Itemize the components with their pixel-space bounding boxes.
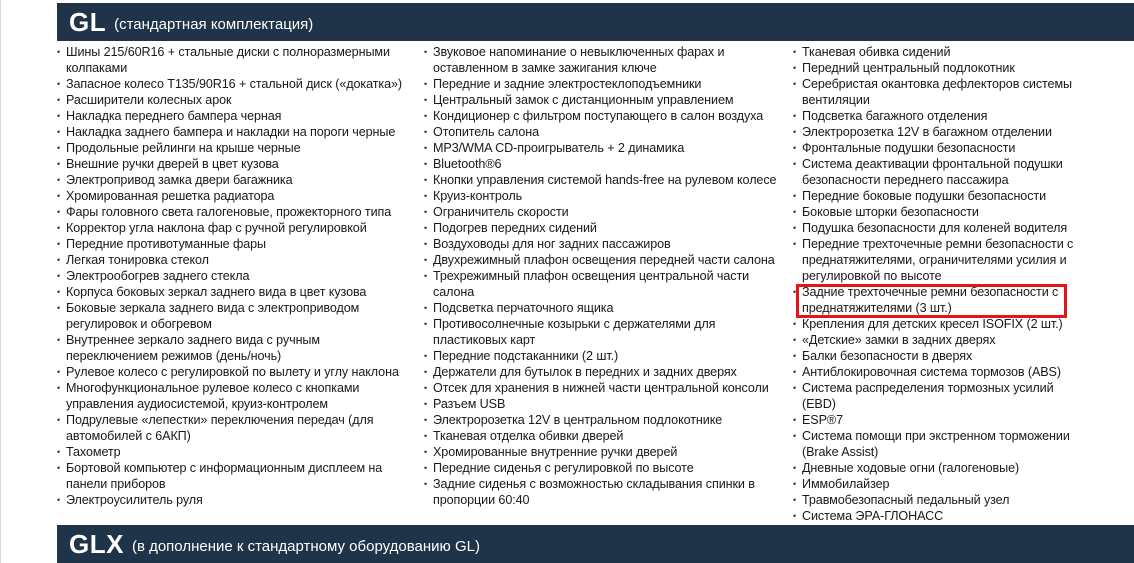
equipment-item: • Подушка безопасности для коленей водителя: [793, 220, 1083, 236]
equipment-item: • Bluetooth®6: [424, 156, 784, 172]
equipment-item: • Воздуховоды для ног задних пассажиров: [424, 236, 784, 252]
equipment-item: • Корректор угла наклона фар с ручной регулировкой: [57, 220, 407, 236]
equipment-item: • Тканевая обивка сидений: [793, 44, 1083, 60]
equipment-item: • Передние подстаканники (2 шт.): [424, 348, 784, 364]
equipment-item: • Запасное колесо T135/90R16 + стальной диск («докатка»): [57, 76, 407, 92]
equipment-item: • Фронтальные подушки безопасности: [793, 140, 1083, 156]
equipment-column-1: [57, 44, 407, 508]
equipment-item: • Подсветка багажного отделения: [793, 108, 1083, 124]
equipment-item: • Держатели для бутылок в передних и задних дверях: [424, 364, 784, 380]
equipment-item: • Электророзетка 12V в багажном отделении: [793, 124, 1083, 140]
gl-header: [57, 3, 1134, 41]
equipment-item: • Боковые зеркала заднего вида с электроприводом регулировок и обогревом: [57, 300, 407, 332]
equipment-item: • Кнопки управления системой hands-free на рулевом колесе: [424, 172, 784, 188]
equipment-item: • Система распределения тормозных усилий (EBD): [793, 380, 1083, 412]
equipment-item: • Центральный замок с дистанционным управлением: [424, 92, 784, 108]
equipment-item: • «Детские» замки в задних дверях: [793, 332, 1083, 348]
gl-trim-code: GL: [69, 6, 107, 37]
equipment-item: • Противосолнечные козырьки с держателями для пластиковых карт: [424, 316, 784, 348]
equipment-item: • Накладка заднего бампера и накладки на пороги черные: [57, 124, 407, 140]
equipment-item: • Передний центральный подлокотник: [793, 60, 1083, 76]
equipment-item: • Накладка переднего бампера черная: [57, 108, 407, 124]
equipment-item: • Электропривод замка двери багажника: [57, 172, 407, 188]
equipment-item: • Кондиционер с фильтром поступающего в салон воздуха: [424, 108, 784, 124]
equipment-item: • Двухрежимный плафон освещения передней части салона: [424, 252, 784, 268]
equipment-item: • Рулевое колесо с регулировкой по вылету и углу наклона: [57, 364, 407, 380]
equipment-item: • Корпуса боковых зеркал заднего вида в цвет кузова: [57, 284, 407, 300]
equipment-item: • Отсек для хранения в нижней части центральной консоли: [424, 380, 784, 396]
equipment-item: • Тканевая отделка обивки дверей: [424, 428, 784, 444]
equipment-item: • Многофункциональное рулевое колесо с кнопками управления аудиосистемой, круиз-контролем: [57, 380, 407, 412]
equipment-item: • Дневные ходовые огни (галогеновые): [793, 460, 1083, 476]
equipment-item: • Серебристая окантовка дефлекторов системы вентиляции: [793, 76, 1083, 108]
equipment-item: • Шины 215/60R16 + стальные диски с полноразмерными колпаками: [57, 44, 407, 76]
equipment-item: • Крепления для детских кресел ISOFIX (2 шт.): [793, 316, 1083, 332]
equipment-item: • Хромированные внутренние ручки дверей: [424, 444, 784, 460]
equipment-item: • Ограничитель скорости: [424, 204, 784, 220]
equipment-item: • ESP®7: [793, 412, 1083, 428]
equipment-item: • Передние сиденья с регулировкой по высоте: [424, 460, 784, 476]
equipment-item: • Разъем USB: [424, 396, 784, 412]
equipment-item: • Система помощи при экстренном торможении (Brake Assist): [793, 428, 1083, 460]
equipment-item: • Подсветка перчаточного ящика: [424, 300, 784, 316]
equipment-column-2: [424, 44, 784, 508]
glx-trim-subtitle: (в дополнение к стандартному оборудованию GL): [131, 537, 480, 555]
equipment-item: • Передние трехточечные ремни безопасности с преднатяжителями, ограничителями усилия и регулировкой по высоте: [793, 236, 1083, 284]
equipment-item: • Передние и задние электростеклоподъемники: [424, 76, 784, 92]
highlight-annotation: [796, 284, 1067, 318]
equipment-item: • Задние сиденья с возможностью складывания спинки в пропорции 60:40: [424, 476, 784, 508]
equipment-item: • Иммобилайзер: [793, 476, 1083, 492]
equipment-item: • Звуковое напоминание о невыключенных фарах и оставленном в замке зажигания ключе: [424, 44, 784, 76]
equipment-item: • MP3/WMA CD-проигрыватель + 2 динамика: [424, 140, 784, 156]
equipment-item: • Фары головного света галогеновые, прожекторного типа: [57, 204, 407, 220]
equipment-item: • Бортовой компьютер с информационным дисплеем на панели приборов: [57, 460, 407, 492]
equipment-item: • Боковые шторки безопасности: [793, 204, 1083, 220]
equipment-item: • Передние противотуманные фары: [57, 236, 407, 252]
glx-header: [57, 525, 1134, 563]
equipment-item: • Подогрев передних сидений: [424, 220, 784, 236]
equipment-item: • Система деактивации фронтальной подушки безопасности переднего пассажира: [793, 156, 1083, 188]
equipment-item: • Передние боковые подушки безопасности: [793, 188, 1083, 204]
equipment-item: • Антиблокировочная система тормозов (ABS): [793, 364, 1083, 380]
equipment-item: • Подрулевые «лепестки» переключения передач (для автомобилей с 6АКП): [57, 412, 407, 444]
equipment-item: • Внешние ручки дверей в цвет кузова: [57, 156, 407, 172]
equipment-item: • Травмобезопасный педальный узел: [793, 492, 1083, 508]
equipment-item: • Расширители колесных арок: [57, 92, 407, 108]
equipment-item: • Хромированная решетка радиатора: [57, 188, 407, 204]
equipment-item: • Круиз-контроль: [424, 188, 784, 204]
equipment-item: • Электроусилитель руля: [57, 492, 407, 508]
equipment-item: • Задние трехточечные ремни безопасности с преднатяжителями (3 шт.): [793, 284, 1083, 316]
equipment-item: • Электрообогрев заднего стекла: [57, 268, 407, 284]
gl-trim-subtitle: (стандартная комплектация): [114, 15, 314, 33]
equipment-item: • Отопитель салона: [424, 124, 784, 140]
equipment-item: • Электророзетка 12V в центральном подлокотнике: [424, 412, 784, 428]
equipment-item: • Внутреннее зеркало заднего вида с ручным переключением режимов (день/ночь): [57, 332, 407, 364]
page-edge-rule: [0, 0, 1, 563]
equipment-item: • Трехрежимный плафон освещения центральной части салона: [424, 268, 784, 300]
equipment-item: • Система ЭРА-ГЛОНАСС: [793, 508, 1083, 524]
equipment-item: • Продольные рейлинги на крыше черные: [57, 140, 407, 156]
glx-trim-code: GLX: [69, 528, 124, 559]
equipment-item: • Легкая тонировка стекол: [57, 252, 407, 268]
equipment-item: • Тахометр: [57, 444, 407, 460]
equipment-item: • Балки безопасности в дверях: [793, 348, 1083, 364]
